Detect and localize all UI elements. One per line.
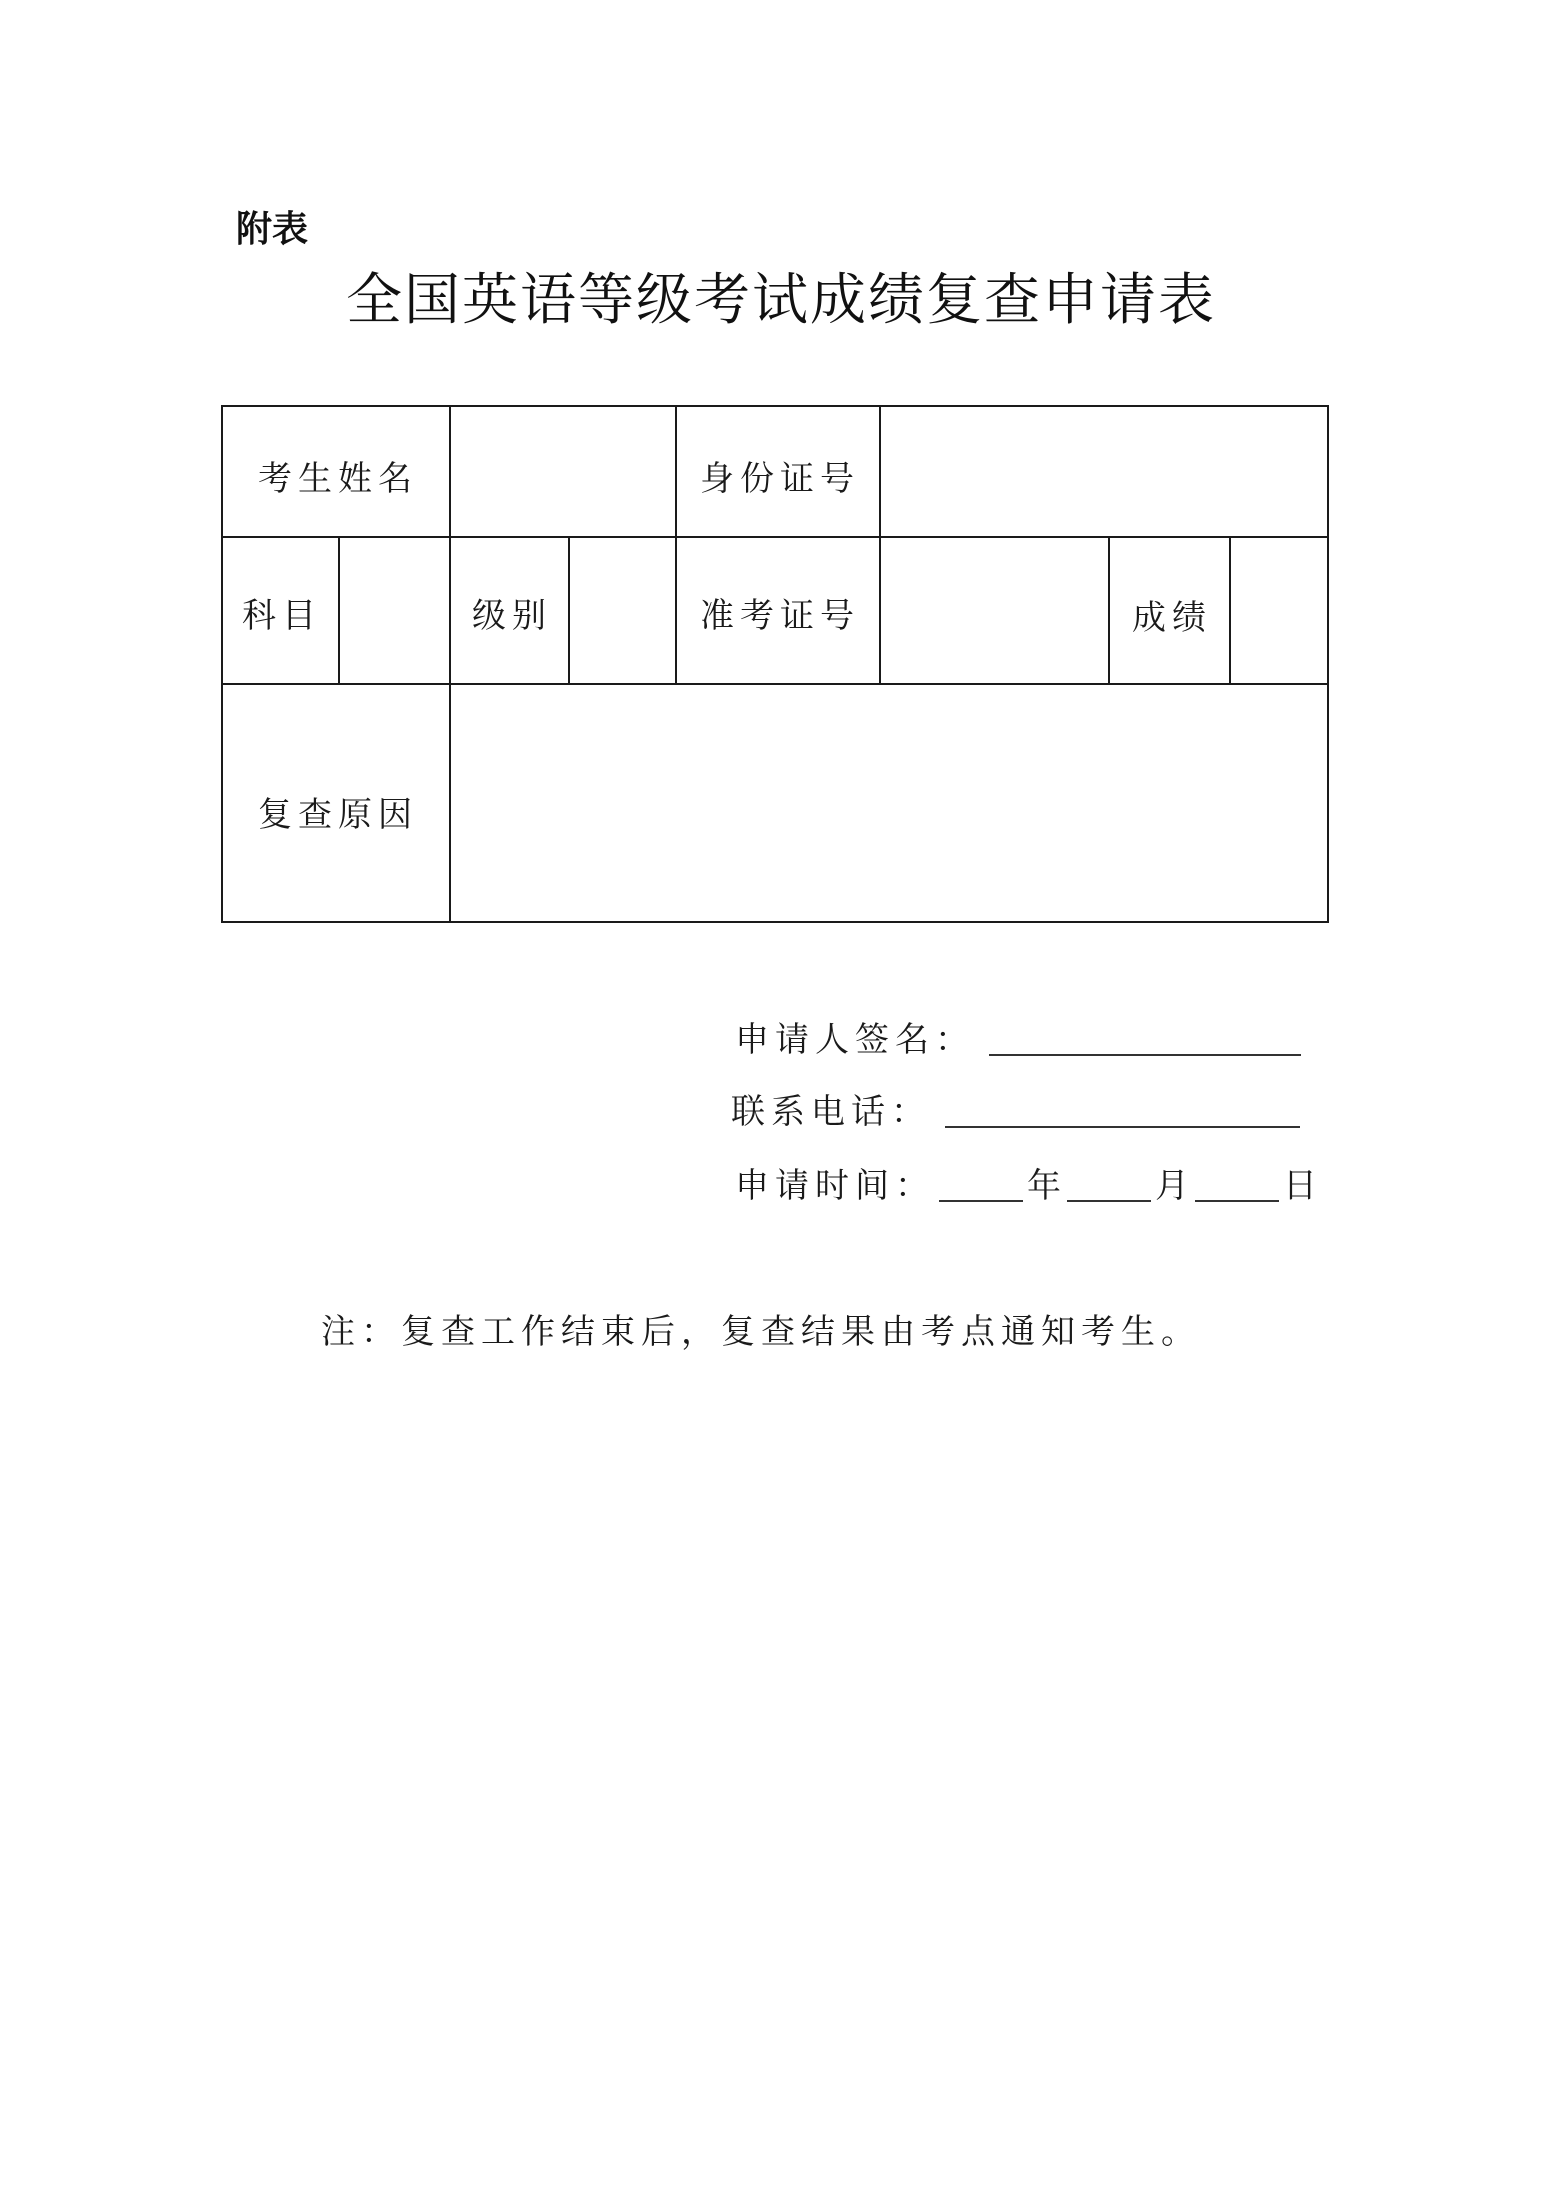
admission-ticket-field[interactable] <box>882 539 1107 682</box>
candidate-name-label: 考生姓名 <box>258 459 418 499</box>
table-col-divider <box>568 536 570 685</box>
day-unit: 日 <box>1283 1166 1323 1206</box>
table-row-divider <box>221 536 1329 538</box>
candidate-name-field[interactable] <box>452 408 674 535</box>
phone-row <box>731 1092 1300 1132</box>
day-line[interactable] <box>1195 1166 1279 1202</box>
table-col-divider <box>1229 536 1231 685</box>
level-label: 级别 <box>472 596 552 636</box>
level-field[interactable] <box>571 539 674 682</box>
table-col-divider <box>338 536 340 685</box>
table-row-divider <box>221 683 1329 685</box>
table-col-divider <box>675 405 677 685</box>
table-border-left <box>221 405 223 923</box>
table-border-right <box>1327 405 1329 923</box>
year-unit: 年 <box>1027 1166 1067 1206</box>
month-line[interactable] <box>1067 1166 1151 1202</box>
review-note: 注：复查工作结束后，复查结果由考点通知考生。 <box>321 1312 1201 1352</box>
phone-label: 联系电话： <box>731 1092 931 1132</box>
table-col-divider <box>449 405 451 923</box>
id-number-field[interactable] <box>882 408 1326 535</box>
subject-label: 科目 <box>242 596 322 636</box>
table-border-top <box>221 405 1329 407</box>
application-date-label: 申请时间： <box>735 1166 935 1206</box>
year-line[interactable] <box>939 1166 1023 1202</box>
month-unit: 月 <box>1155 1166 1195 1206</box>
review-reason-field[interactable] <box>452 686 1326 920</box>
id-number-label: 身份证号 <box>700 459 860 499</box>
appendix-label: 附表 <box>236 209 309 250</box>
application-date-row <box>735 1166 1323 1206</box>
score-label: 成绩 <box>1132 598 1212 638</box>
review-reason-label: 复查原因 <box>258 795 418 835</box>
score-field[interactable] <box>1232 539 1326 682</box>
subject-field[interactable] <box>341 539 448 682</box>
table-border-bottom <box>221 921 1329 923</box>
applicant-signature-row <box>735 1020 1301 1060</box>
table-col-divider <box>879 405 881 685</box>
phone-line[interactable] <box>945 1092 1300 1128</box>
admission-ticket-label: 准考证号 <box>700 596 860 636</box>
table-col-divider <box>1108 536 1110 685</box>
applicant-signature-line[interactable] <box>989 1020 1301 1056</box>
form-title: 全国英语等级考试成绩复查申请表 <box>346 268 1216 333</box>
applicant-signature-label: 申请人签名： <box>735 1020 975 1060</box>
